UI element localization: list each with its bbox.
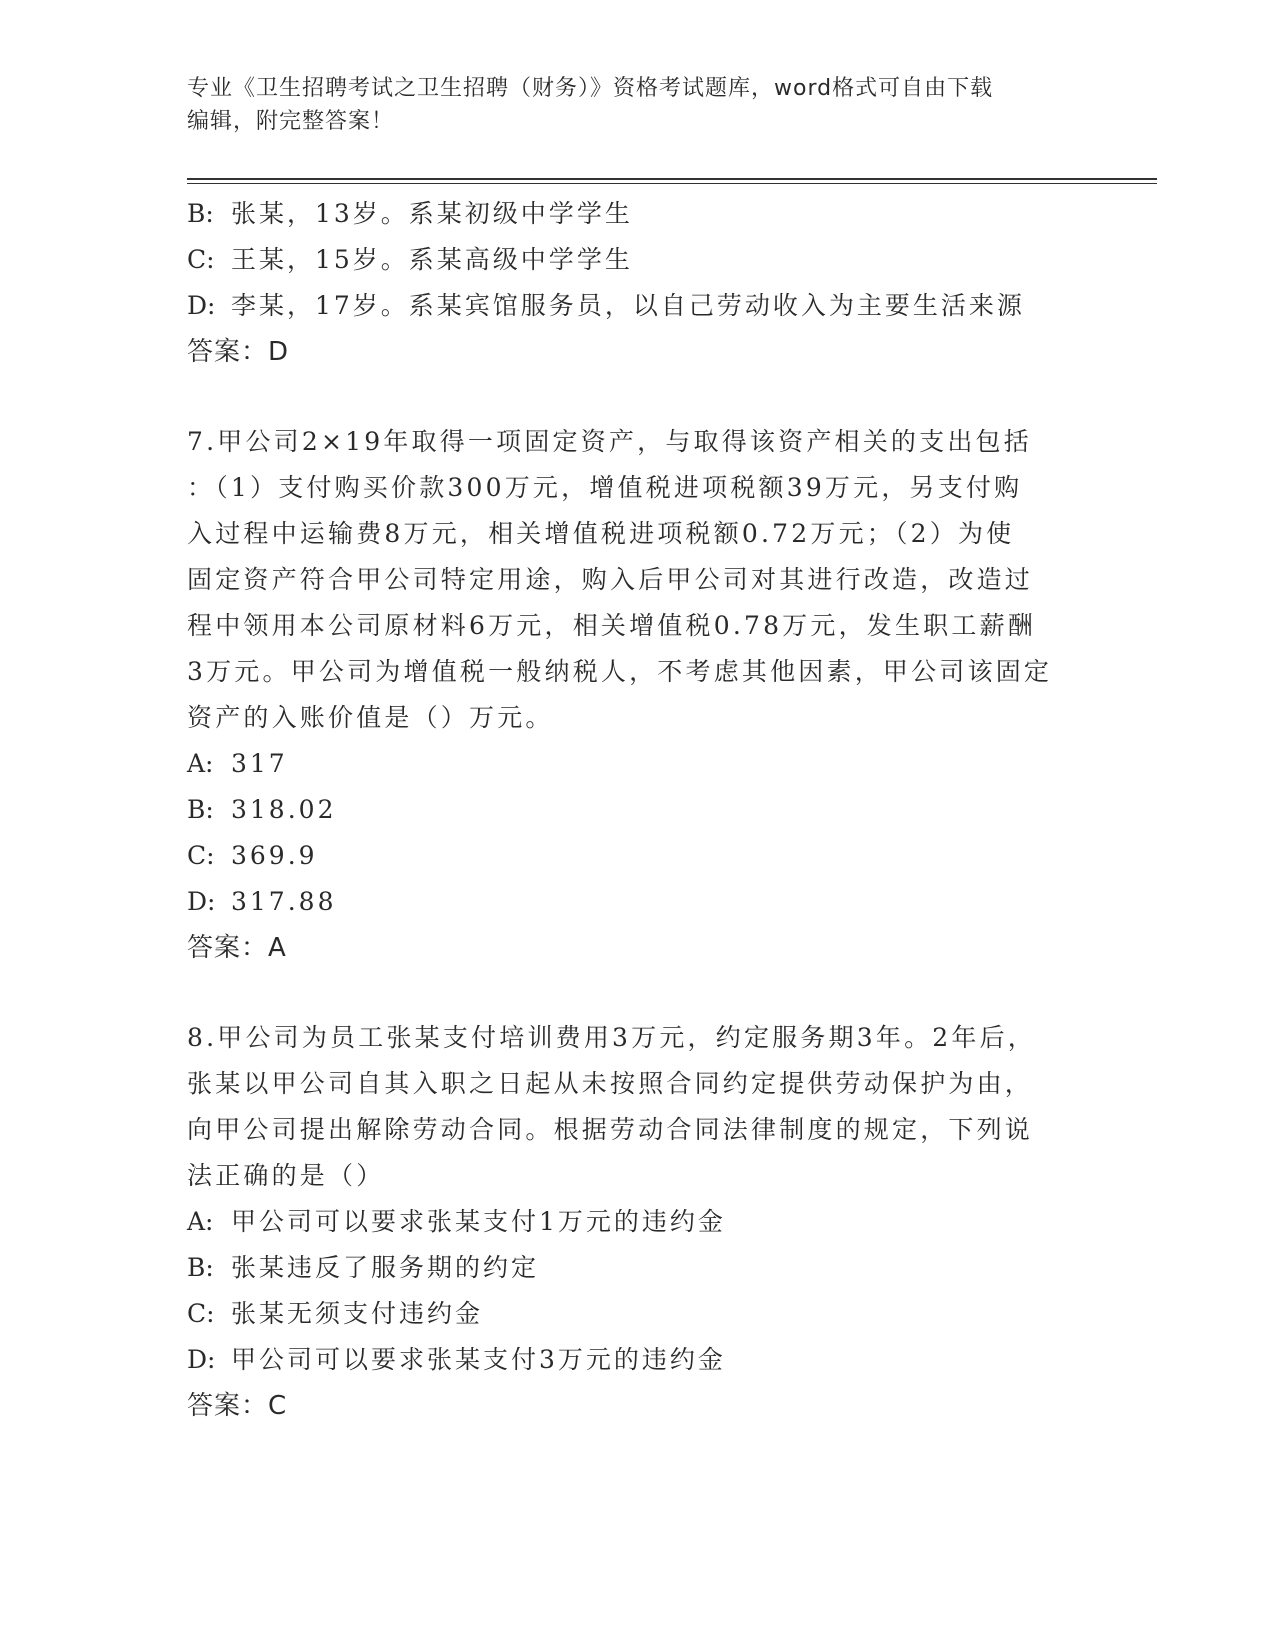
header-rule-thin <box>187 183 1157 184</box>
option-label: C: <box>187 245 215 274</box>
question-text-line: 8.甲公司为员工张某支付培训费用3万元，约定服务期3年。2年后， <box>187 1023 1036 1052</box>
question-text-line: 入过程中运输费8万元，相关增值税进项税额0.72万元；（2）为使 <box>187 519 1015 548</box>
option-label: D: <box>187 887 216 916</box>
question-text-line: 张某以甲公司自其入职之日起从未按照合同约定提供劳动保护为由， <box>187 1069 1034 1098</box>
document-body <box>187 191 1087 1429</box>
option-text: 317 <box>231 749 288 778</box>
option-d <box>187 879 1087 925</box>
option-text: 张某无须支付违约金 <box>231 1299 484 1328</box>
option-label: B: <box>187 199 214 228</box>
option-text: 369.9 <box>231 841 318 870</box>
option-d <box>187 1337 1087 1383</box>
option-text: 李某，17岁。系某宾馆服务员，以自己劳动收入为主要生活来源 <box>231 291 1025 320</box>
header-line-2: 编辑，附完整答案！ <box>187 109 395 134</box>
question-text-line: 3万元。甲公司为增值税一般纳税人，不考虑其他因素，甲公司该固定 <box>187 657 1053 686</box>
option-a <box>187 741 1087 787</box>
question-text-line: 法正确的是（） <box>187 1161 385 1190</box>
option-b <box>187 787 1087 833</box>
question-8 <box>187 1015 1087 1429</box>
question-text-line: 固定资产符合甲公司特定用途，购入后甲公司对其进行改造，改造过 <box>187 565 1034 594</box>
document-header <box>187 72 1087 138</box>
option-label: B: <box>187 795 214 824</box>
option-label: C: <box>187 841 215 870</box>
option-c <box>187 1291 1087 1337</box>
answer: 答案：C <box>187 1391 288 1421</box>
spacer <box>187 971 1087 1015</box>
option-label: A: <box>187 1207 214 1236</box>
header-line-1: 专业《卫生招聘考试之卫生招聘（财务）》资格考试题库，word格式可自由下载 <box>187 76 994 101</box>
option-label: D: <box>187 291 216 320</box>
option-a <box>187 1199 1087 1245</box>
option-d <box>187 283 1087 329</box>
option-text: 王某，15岁。系某高级中学学生 <box>231 245 633 274</box>
spacer <box>187 375 1087 419</box>
option-label: D: <box>187 1345 216 1374</box>
question-text-line: ：（1）支付购买价款300万元，增值税进项税额39万元，另支付购 <box>187 473 1023 502</box>
question-text-line: 程中领用本公司原材料6万元，相关增值税0.78万元，发生职工薪酬 <box>187 611 1036 640</box>
option-text: 318.02 <box>231 795 337 824</box>
option-b <box>187 191 1087 237</box>
option-text: 张某，13岁。系某初级中学学生 <box>231 199 633 228</box>
option-text: 张某违反了服务期的约定 <box>231 1253 540 1282</box>
header-rule-thick <box>187 178 1157 180</box>
option-text: 317.88 <box>231 887 337 916</box>
answer: 答案：D <box>187 337 290 367</box>
question-7 <box>187 419 1087 971</box>
answer: 答案：A <box>187 933 287 963</box>
option-label: B: <box>187 1253 214 1282</box>
option-label: A: <box>187 749 214 778</box>
option-label: C: <box>187 1299 215 1328</box>
question-6-tail <box>187 191 1087 375</box>
question-text-line: 7.甲公司2×19年取得一项固定资产，与取得该资产相关的支出包括 <box>187 427 1032 456</box>
option-b <box>187 1245 1087 1291</box>
question-text-line: 向甲公司提出解除劳动合同。根据劳动合同法律制度的规定，下列说 <box>187 1115 1034 1144</box>
option-text: 甲公司可以要求张某支付1万元的违约金 <box>231 1207 726 1236</box>
option-c <box>187 833 1087 879</box>
question-text-line: 资产的入账价值是（）万元。 <box>187 703 554 732</box>
option-text: 甲公司可以要求张某支付3万元的违约金 <box>231 1345 726 1374</box>
option-c <box>187 237 1087 283</box>
